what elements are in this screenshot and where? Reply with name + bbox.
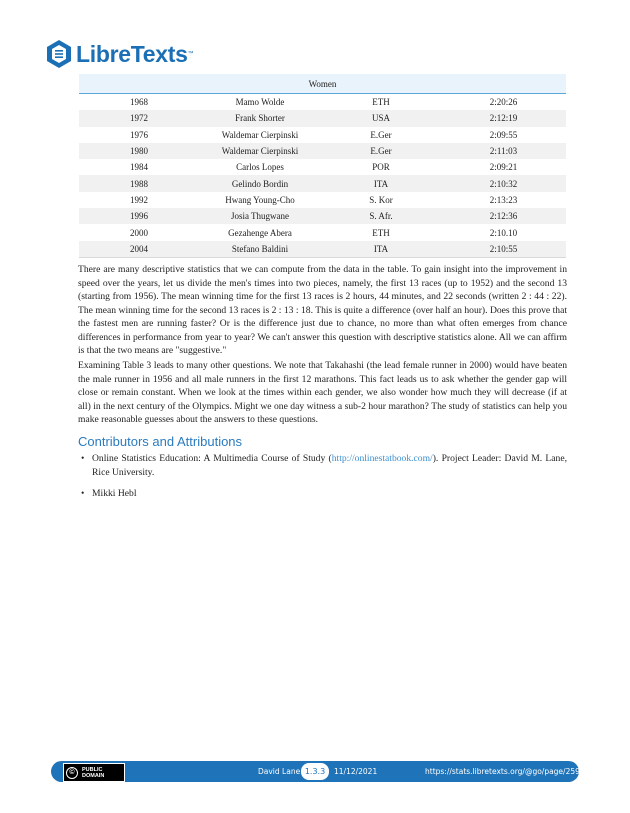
- table-cell-name: Stefano Baldini: [199, 241, 321, 258]
- table-cell-country: POR: [372, 162, 390, 173]
- table-cell-time: 2:12:36: [441, 208, 566, 224]
- table-cell-time: 2:11:03: [441, 143, 566, 159]
- table-cell-name: Frank Shorter: [199, 110, 321, 126]
- table-cell-name: Gezahenge Abera: [228, 227, 292, 238]
- table-caption: Women: [79, 74, 566, 94]
- table-cell-country: ITA: [321, 241, 441, 258]
- table-row: [79, 143, 566, 159]
- table-cell-country: ETH: [372, 97, 390, 108]
- libretexts-logo[interactable]: [46, 38, 194, 70]
- paragraph-means: There are many descriptive statistics that we can compute from the data in the table. To gain insight into the improvement in speed over the years, let us divide the men's times into two pieces, namely, the first 13 races (up to 1952) and the second 13 (starting from 1956). The mean winning time for the first 13 races is 2 hours, 44 minutes, and 22 seconds (written 2 : 44 : 22). The mean winning time for the second 13 races is 2 : 13 : 18. This is quite a difference (over half an hour). Does this prove that the fastest men are running faster? Or is the difference just due to chance, no more than what often emerges from chance differences in performance from year to year? We can't answer this question with descriptive statistics alone. All we can affirm is that the two means are "suggestive.": [78, 264, 567, 356]
- table-row: [79, 159, 566, 175]
- table-cell-time: 2:12:19: [441, 110, 566, 126]
- badge-line2: DOMAIN: [82, 772, 105, 779]
- table-cell-country: S. Afr.: [321, 208, 441, 224]
- table-row: [79, 224, 566, 240]
- contributors-heading: Contributors and Attributions: [78, 434, 243, 449]
- table-cell-year: 1984: [130, 162, 148, 173]
- footer-page-number: 1.3.3: [301, 763, 329, 780]
- table-cell-time: 2:10.10: [489, 227, 518, 238]
- marathon-table: [79, 74, 566, 258]
- table-cell-name: Hwang Young-Cho: [225, 194, 295, 205]
- table-cell-year: 1992: [130, 194, 148, 205]
- table-cell-year: 1972: [79, 110, 199, 126]
- table-cell-country: ETH: [372, 227, 390, 238]
- logo-trademark: ™: [187, 51, 194, 57]
- table-row: [79, 208, 566, 224]
- contrib1-before: Online Statistics Education: A Multimedia Course of Study (: [92, 453, 332, 464]
- table-row: [79, 241, 566, 258]
- table-cell-name: Waldemar Cierpinski: [221, 129, 299, 140]
- libretexts-logo-icon: [46, 39, 72, 69]
- table-cell-time: 2:10:32: [441, 175, 566, 191]
- table-cell-year: 2004: [79, 241, 199, 258]
- table-row: [79, 127, 566, 143]
- table-row: [79, 110, 566, 126]
- list-item: • Mikki Hebl: [78, 487, 567, 501]
- contributors-list: [78, 452, 567, 509]
- table-cell-country: USA: [321, 110, 441, 126]
- table-cell-year: 1968: [130, 97, 148, 108]
- table-row: [79, 94, 566, 111]
- table-cell-name: Carlos Lopes: [236, 162, 284, 173]
- table-cell-country: E.Ger: [370, 129, 392, 140]
- table-cell-country: S. Kor: [369, 194, 393, 205]
- contrib1-after: ). Project Leader: David M. Lane, Rice University.: [92, 453, 567, 478]
- table-cell-time: 2:09:21: [489, 162, 518, 173]
- table-cell-name: Waldemar Cierpinski: [199, 143, 321, 159]
- table-cell-year: 2000: [130, 227, 148, 238]
- badge-line1: PUBLIC: [82, 766, 103, 773]
- table-cell-name: Gelindo Bordin: [199, 175, 321, 191]
- table-row: [79, 175, 566, 191]
- table-cell-name: Mamo Wolde: [235, 97, 285, 108]
- table-cell-year: 1996: [79, 208, 199, 224]
- table-row: [79, 192, 566, 208]
- logo-text: LibreTexts: [76, 40, 188, 67]
- page-footer: [51, 761, 579, 782]
- public-domain-icon: ©: [66, 767, 78, 779]
- table-cell-year: 1976: [130, 129, 148, 140]
- table-cell-name: Josia Thugwane: [199, 208, 321, 224]
- footer-author: David Lane: [258, 767, 301, 776]
- public-domain-badge[interactable]: [63, 763, 125, 782]
- table-cell-time: 2:10:55: [441, 241, 566, 258]
- table-cell-year: 1980: [79, 143, 199, 159]
- table-cell-time: 2:09:55: [489, 129, 518, 140]
- table-body: [79, 94, 566, 258]
- onlinestatbook-link[interactable]: http://onlinestatbook.com/: [331, 453, 433, 464]
- table-cell-time: 2:20:26: [489, 97, 518, 108]
- footer-date: 11/12/2021: [334, 767, 378, 776]
- table-cell-country: ITA: [321, 175, 441, 191]
- paragraph-questions: Examining Table 3 leads to many other questions. We note that Takahashi (the lead female runner in 2000) would have beaten the male runner in 1956 and all male runners in the first 12 marathons. This fact leads us to ask whether the gender gap will close or remain constant. When we look at the times within each gender, we also wonder how much they will decrease (if at all) in the next century of the Olympics. Might we one day witness a sub-2 hour marathon? The study of statistics can help you make reasonable guesses about the answers to these questions.: [78, 360, 567, 425]
- footer-url-link[interactable]: https://stats.libretexts.org/@go/page/259: [425, 767, 580, 776]
- table-cell-country: E.Ger: [321, 143, 441, 159]
- list-item: [78, 452, 567, 479]
- table-cell-year: 1988: [79, 175, 199, 191]
- table-cell-time: 2:13:23: [489, 194, 518, 205]
